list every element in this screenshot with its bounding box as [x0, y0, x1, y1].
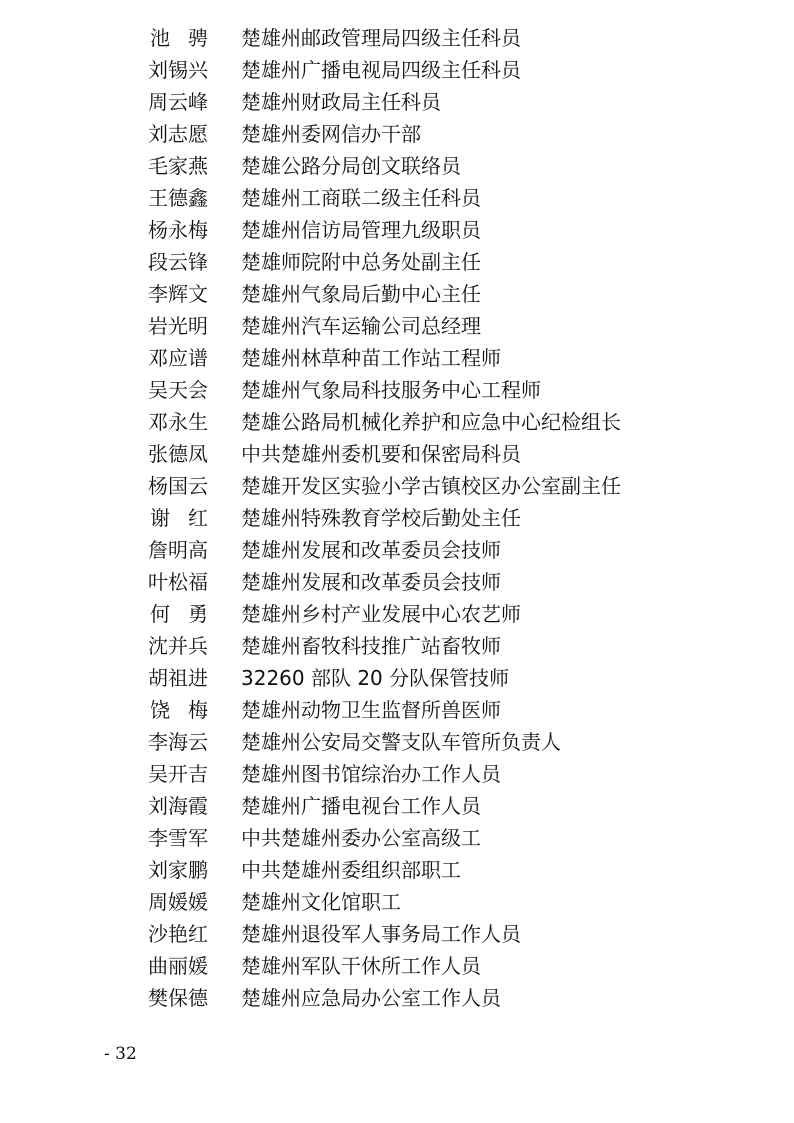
person-name: 毛家燕 — [148, 154, 208, 178]
list-item — [148, 598, 708, 630]
list-item — [148, 54, 708, 86]
person-name: 叶松福 — [148, 570, 208, 594]
person-title: 楚雄州特殊教育学校后勤处主任 — [241, 506, 521, 530]
person-title: 楚雄州财政局主任科员 — [241, 90, 441, 114]
person-name: 王德鑫 — [148, 186, 208, 210]
person-name: 何 勇 — [150, 602, 208, 626]
person-name: 周媛媛 — [148, 890, 208, 914]
person-name: 饶 梅 — [150, 698, 208, 722]
list-item — [148, 566, 708, 598]
person-title: 楚雄州动物卫生监督所兽医师 — [241, 698, 501, 722]
person-name: 杨国云 — [148, 474, 208, 498]
person-title: 楚雄州林草种苗工作站工程师 — [241, 346, 501, 370]
list-item — [148, 502, 708, 534]
person-title: 楚雄公路分局创文联络员 — [241, 154, 461, 178]
list-item — [148, 86, 708, 118]
person-name: 沈并兵 — [148, 634, 208, 658]
person-name: 段云锋 — [148, 250, 208, 274]
person-name: 胡祖进 — [148, 666, 208, 690]
list-item — [148, 950, 708, 982]
person-title: 楚雄州应急局办公室工作人员 — [241, 986, 501, 1010]
list-item — [148, 630, 708, 662]
person-name: 周云峰 — [148, 90, 208, 114]
person-name: 詹明高 — [148, 538, 208, 562]
list-item — [148, 534, 708, 566]
person-name: 邓应谱 — [148, 346, 208, 370]
list-item — [148, 342, 708, 374]
person-title: 中共楚雄州委办公室高级工 — [241, 826, 481, 850]
person-name: 刘家鹏 — [148, 858, 208, 882]
list-item — [148, 438, 708, 470]
person-title: 楚雄开发区实验小学古镇校区办公室副主任 — [241, 474, 621, 498]
person-name: 李海云 — [148, 730, 208, 754]
person-title: 楚雄州气象局后勤中心主任 — [241, 282, 481, 306]
person-title: 楚雄州图书馆综治办工作人员 — [241, 762, 501, 786]
person-title: 楚雄州乡村产业发展中心农艺师 — [241, 602, 521, 626]
person-title: 中共楚雄州委机要和保密局科员 — [241, 442, 521, 466]
person-title: 楚雄州广播电视台工作人员 — [241, 794, 481, 818]
person-name: 李雪军 — [148, 826, 208, 850]
person-title: 楚雄州工商联二级主任科员 — [241, 186, 481, 210]
list-item — [148, 662, 708, 694]
list-item — [148, 406, 708, 438]
person-title: 楚雄州信访局管理九级职员 — [241, 218, 481, 242]
person-name: 池 骋 — [150, 26, 208, 50]
list-item — [148, 310, 708, 342]
person-title: 楚雄州公安局交警支队车管所负责人 — [241, 730, 561, 754]
person-name: 刘海霞 — [148, 794, 208, 818]
list-item — [148, 374, 708, 406]
person-name: 岩光明 — [148, 314, 208, 338]
person-name: 李辉文 — [148, 282, 208, 306]
list-item — [148, 822, 708, 854]
list-item — [148, 726, 708, 758]
person-name: 吴开吉 — [148, 762, 208, 786]
list-item — [148, 22, 708, 54]
list-item — [148, 118, 708, 150]
person-name: 张德凤 — [148, 442, 208, 466]
list-item — [148, 918, 708, 950]
page-number: - 32 — [104, 1044, 137, 1064]
person-title: 楚雄州退役军人事务局工作人员 — [241, 922, 521, 946]
person-name: 谢 红 — [150, 506, 208, 530]
list-item — [148, 182, 708, 214]
person-name: 刘志愿 — [148, 122, 208, 146]
person-title: 楚雄公路局机械化养护和应急中心纪检组长 — [241, 410, 621, 434]
list-item — [148, 854, 708, 886]
list-item — [148, 758, 708, 790]
person-title: 楚雄州畜牧科技推广站畜牧师 — [241, 634, 501, 658]
list-item — [148, 214, 708, 246]
person-name: 沙艳红 — [148, 922, 208, 946]
person-name: 邓永生 — [148, 410, 208, 434]
list-item — [148, 246, 708, 278]
person-title: 中共楚雄州委组织部职工 — [241, 858, 461, 882]
person-name: 杨永梅 — [148, 218, 208, 242]
person-title: 楚雄州广播电视局四级主任科员 — [241, 58, 521, 82]
person-title: 楚雄州军队干休所工作人员 — [241, 954, 481, 978]
person-title: 楚雄州委网信办干部 — [241, 122, 421, 146]
person-name: 吴天会 — [148, 378, 208, 402]
list-item — [148, 790, 708, 822]
person-title: 楚雄州气象局科技服务中心工程师 — [241, 378, 541, 402]
person-title: 楚雄师院附中总务处副主任 — [241, 250, 481, 274]
person-title: 32260 部队 20 分队保管技师 — [241, 666, 510, 690]
list-item — [148, 150, 708, 182]
list-item — [148, 470, 708, 502]
person-title: 楚雄州发展和改革委员会技师 — [241, 570, 501, 594]
list-item — [148, 278, 708, 310]
person-name: 刘锡兴 — [148, 58, 208, 82]
person-name: 樊保德 — [148, 986, 208, 1010]
list-item — [148, 982, 708, 1014]
honoree-list — [148, 22, 708, 1014]
list-item — [148, 694, 708, 726]
list-item — [148, 886, 708, 918]
person-title: 楚雄州文化馆职工 — [241, 890, 401, 914]
person-name: 曲丽媛 — [148, 954, 208, 978]
person-title: 楚雄州发展和改革委员会技师 — [241, 538, 501, 562]
person-title: 楚雄州汽车运输公司总经理 — [241, 314, 481, 338]
person-title: 楚雄州邮政管理局四级主任科员 — [241, 26, 521, 50]
